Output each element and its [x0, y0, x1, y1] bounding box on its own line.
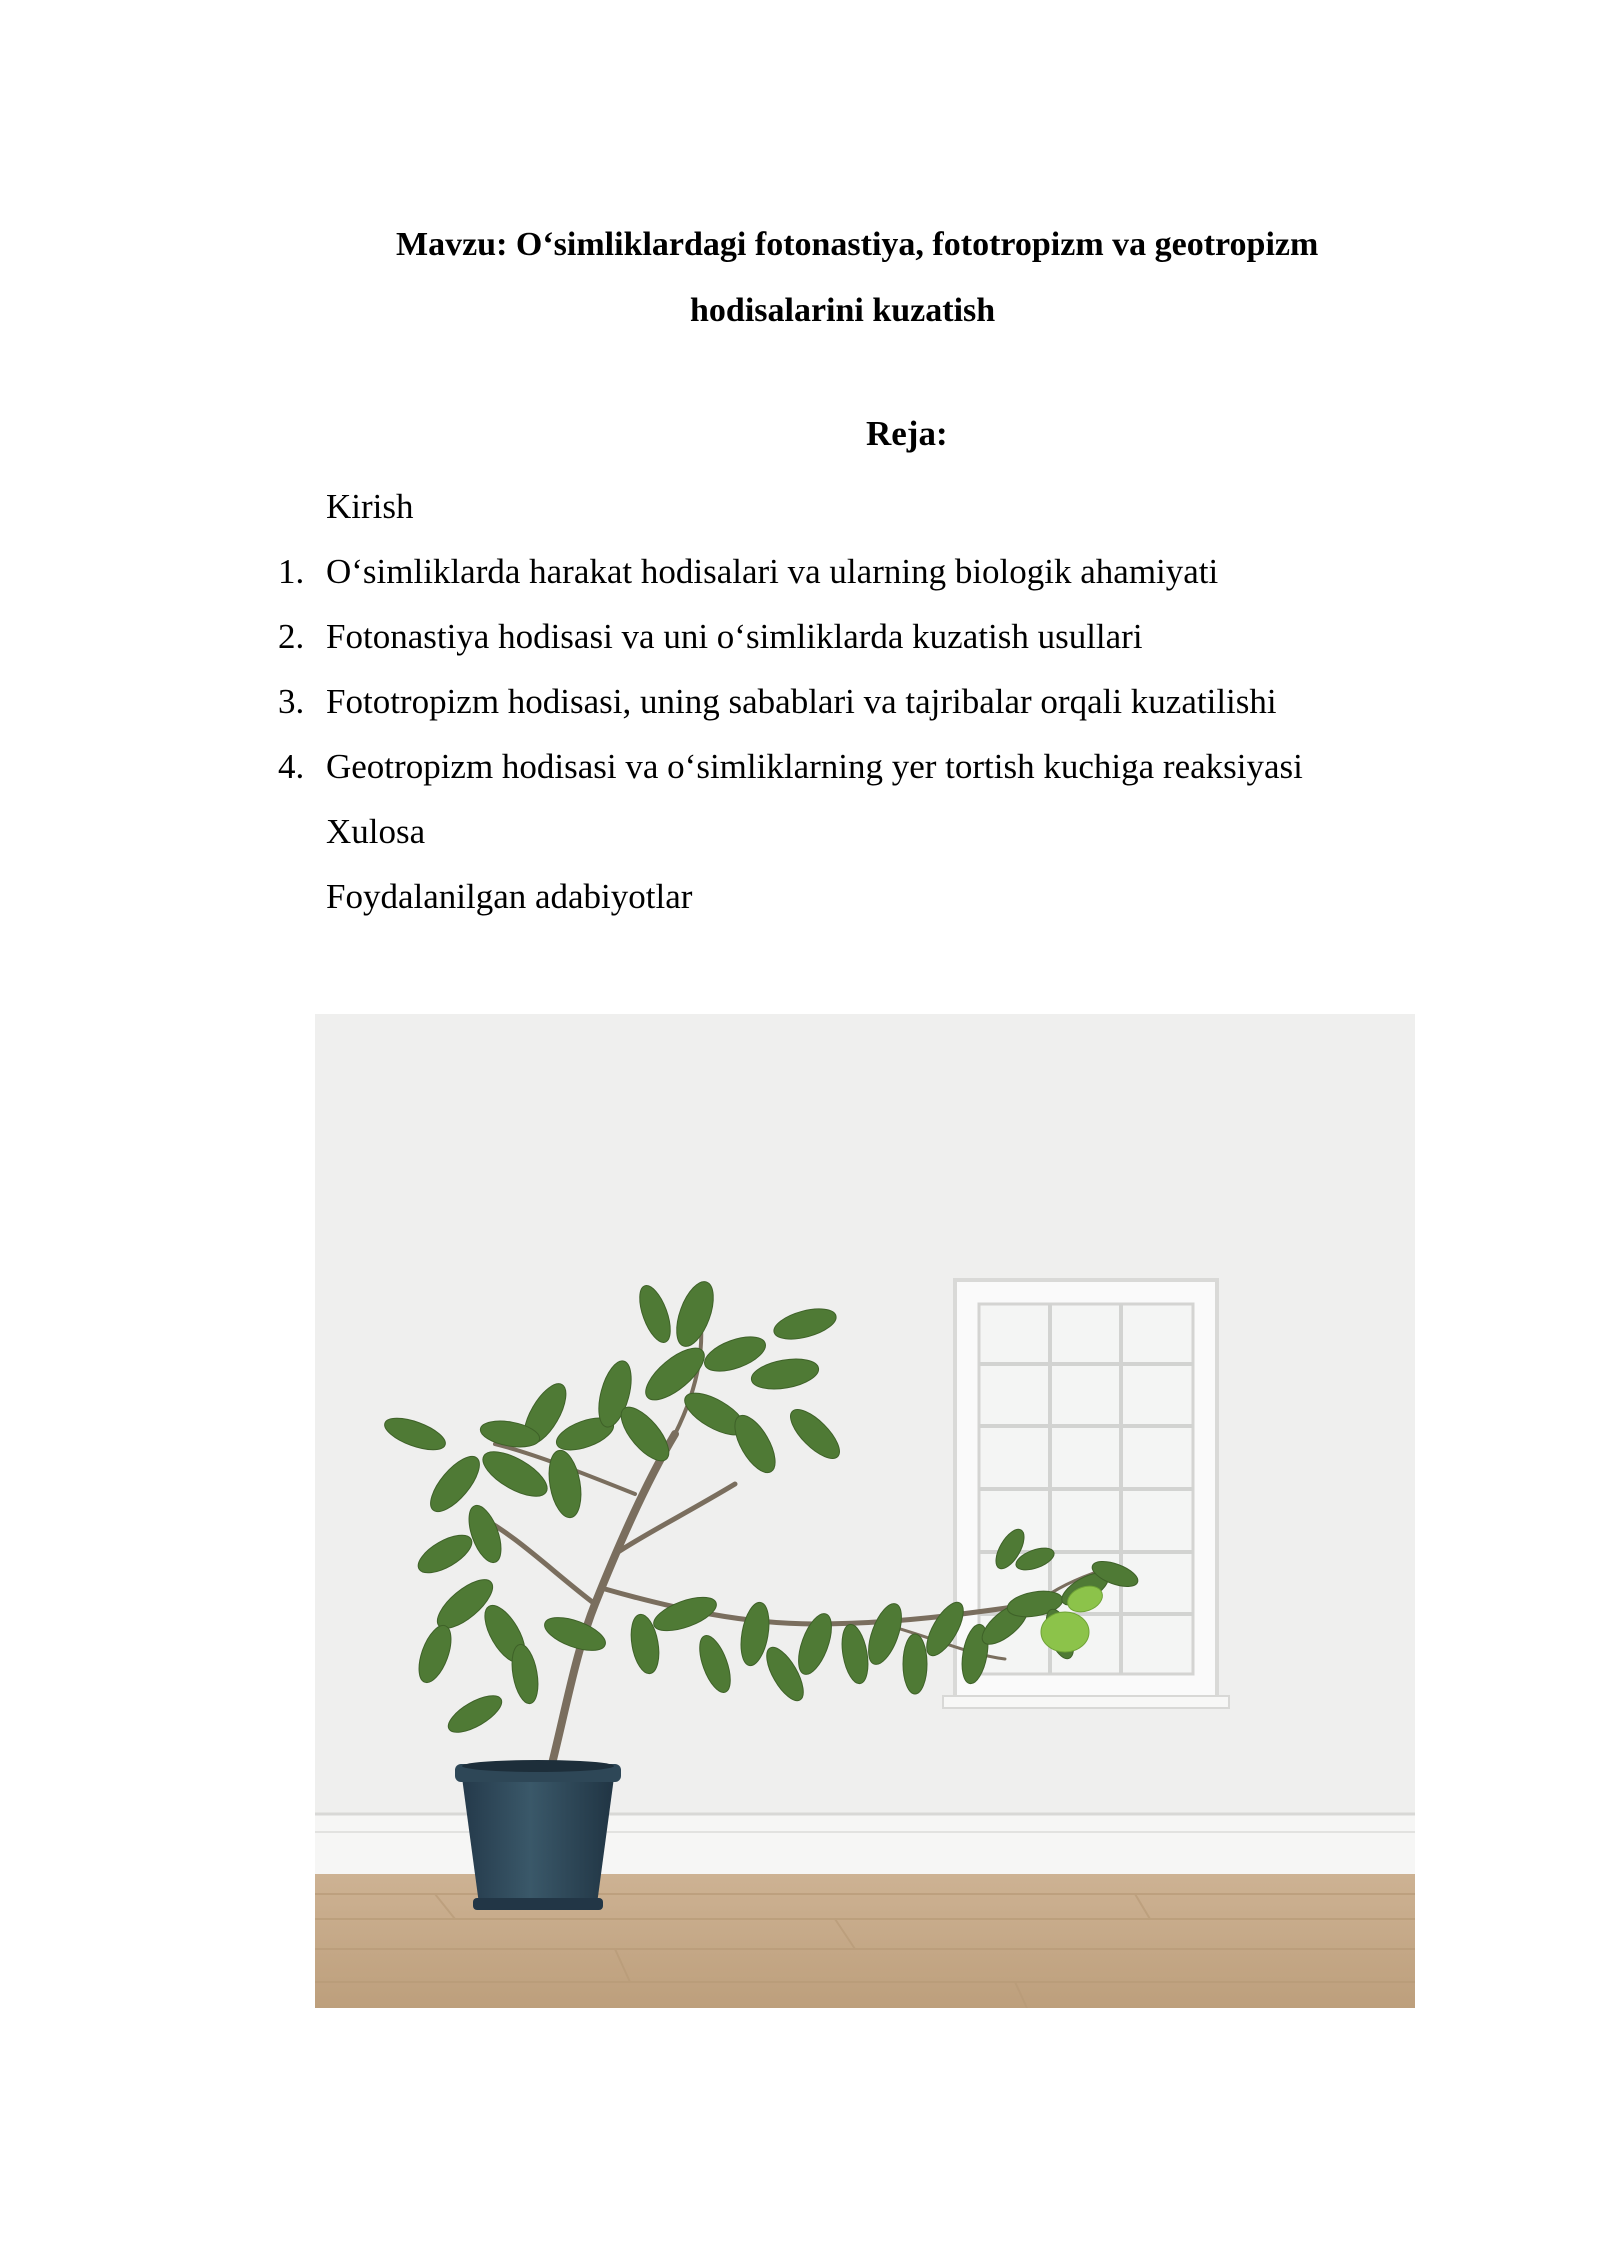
- plan-item-number: 2.: [278, 617, 305, 656]
- plan-item-3: [0, 669, 1600, 734]
- plan-item-conclusion: [0, 799, 1600, 864]
- plan-item-2: [0, 604, 1600, 669]
- plan-item-text: Xulosa: [326, 812, 426, 851]
- plan-item-references: [0, 864, 1600, 929]
- plan-item-text: Fototropizm hodisasi, uning sabablari va tajribalar orqali kuzatilishi: [326, 682, 1277, 721]
- plan-item-number: 4.: [278, 747, 305, 786]
- plan-item-text: Fotonastiya hodisasi va uni o‘simliklarda kuzatish usullari: [326, 617, 1143, 656]
- plant-photo: [315, 1014, 1415, 2008]
- document-title: [360, 212, 1480, 344]
- plant-illustration: [315, 1014, 1415, 2008]
- title-line-1: Mavzu: O‘simliklardagi fotonastiya, fototropizm va geotropizm: [396, 226, 1319, 263]
- plan-item-text: Foydalanilgan adabiyotlar: [326, 877, 693, 916]
- plan-item-number: 3.: [278, 682, 305, 721]
- plan-item-4: [0, 734, 1600, 799]
- plan-heading: Reja:: [866, 414, 948, 453]
- wall: [315, 1014, 1415, 1874]
- plan-item-number: 1.: [278, 552, 305, 591]
- plan-item-text: Geotropizm hodisasi va o‘simliklarning yer tortish kuchiga reaksiyasi: [326, 747, 1303, 786]
- title-line-2: hodisalarini kuzatish: [690, 292, 996, 329]
- plan-list: [0, 474, 1600, 929]
- flower-pot: [455, 1760, 621, 1910]
- plan-item-text: O‘simliklarda harakat hodisalari va ularning biologik ahamiyati: [326, 552, 1219, 591]
- plan-item-introduction: [0, 474, 1600, 539]
- plan-item-text: Kirish: [326, 487, 414, 526]
- plan-item-1: [0, 539, 1600, 604]
